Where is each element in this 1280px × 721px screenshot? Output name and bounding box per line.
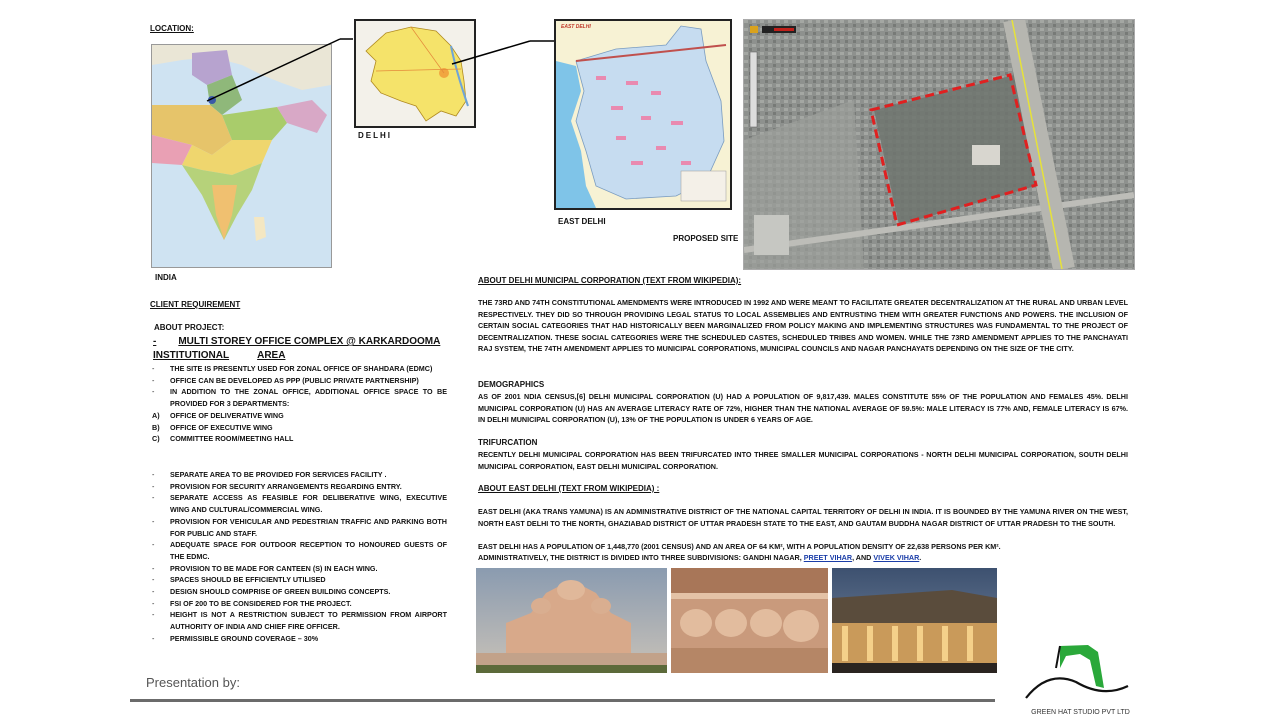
list-item: B) OFFICE OF EXECUTIVE WING — [152, 422, 273, 432]
callout-line-india-delhi — [205, 35, 355, 105]
mcd-heading: ABOUT DELHI MUNICIPAL CORPORATION (TEXT FROM WIKIPEDIA): — [478, 276, 742, 285]
east-delhi-para3 — [478, 552, 1128, 564]
list-item: - SEPARATE AREA TO BE PROVIDED FOR SERVICES FACILITY . — [152, 470, 387, 479]
project-title-line2b: AREA — [257, 350, 286, 361]
satellite-site-map — [743, 19, 1135, 270]
presentation-by-label: Presentation by: — [146, 675, 240, 690]
list-item: - ADEQUATE SPACE FOR OUTDOOR RECEPTION TO HONOURED GUESTS OF THE EDMC. — [152, 540, 447, 561]
east-delhi-map-title: EAST DELHI — [561, 24, 591, 30]
mcd-intro: THE 73RD AND 74TH CONSTITUTIONAL AMENDMENTS WERE INTRODUCED IN 1992 AND WERE MEANT TO FACILITATE GREATER DECENTRALIZATION AT THE RURAL AND URBAN LEVEL RESPECTIVELY. THEY DID SO THROUGH PROVIDING LEGAL STATUS TO LOCAL ASSEMBLIES AND ENTRUSTING THEM WITH GREATER FUNCTIONS AND POWERS. THE INCLUSION OF CERTAIN SOCIAL CATEGORIES THAT HAD HISTORICALLY BEEN MARGINALIZED FROM POLICY MAKING AND IMPLEMENTING STRUCTURES WAS FUNDAMENTAL TO THE PROJECT OF DECENTRALIZATION. THESE SOCIAL CATEGORIES WERE THE SCHEDULED CASTES, SCHEDULED TRIBES AND WOMEN. WHILE THE 73RD AMENDMENT APPLIES TO THE PANCHAYATI RAJ SYSTEM, THE 74TH AMENDMENT APPLIES TO MUNICIPAL CORPORATIONS, MUNICIPAL COUNCILS AND NAGAR PANCHAYATS DEPENDING ON THE SIZE OF THE CITY. — [478, 298, 1128, 354]
east-delhi-para3-prefix: ADMINISTRATIVELY, THE DISTRICT IS DIVIDED INTO THREE SUBDIVISIONS: GANDHI NAGAR, — [478, 553, 804, 562]
preet-vihar-link[interactable]: PREET VIHAR — [803, 553, 853, 562]
india-label: INDIA — [155, 273, 177, 282]
list-item: - PERMISSIBLE GROUND COVERAGE – 30% — [152, 633, 319, 643]
east-delhi-para1: EAST DELHI (AKA TRANS YAMUNA) IS AN ADMINISTRATIVE DISTRICT OF THE NATIONAL CAPITAL TERRITORY OF DELHI IN INDIA. IT IS BOUNDED BY THE YAMUNA RIVER ON THE WEST, NORTH EAST DELHI TO THE NORTH, GHAZIABAD DISTRICT OF UTTAR PRADESH STATE TO THE EAST, AND GAUTAM BUDDHA NAGAR DISTRICT OF UTTAR PRADESH TO THE SOUTH. — [478, 507, 1128, 528]
green-hat-logo-mark — [1018, 640, 1143, 702]
list-item: - PROVISION TO BE MADE FOR CANTEEN (S) IN EACH WING. — [152, 563, 378, 573]
list-item: A) OFFICE OF DELIVERATIVE WING — [152, 410, 284, 420]
project-title-line2a: INSTITUTIONAL — [153, 350, 230, 361]
east-delhi-heading: ABOUT EAST DELHI (TEXT FROM WIKIPEDIA) : — [478, 484, 660, 493]
demographics-text: AS OF 2001 NDIA CENSUS,[6] DELHI MUNICIPAL CORPORATION (U) HAD A POPULATION OF 9,817,439. MALES CONSTITUTE 55% OF THE POPULATION AND FEMALES 45%. DELHI MUNICIPAL CORPORATION (U) HAS AN AVERAGE LITERACY RATE OF 72%, HIGHER THAN THE NATIONAL AVERAGE OF 59.5%: MALE LITERACY IS 77% AND, FEMALE LITERACY IS 67%. IN DELHI MUNICIPAL CORPORATION (U), 13% OF THE POPULATION IS UNDER 6 YEARS OF AGE. — [478, 392, 1128, 425]
list-item: - PROVISION FOR VEHICULAR AND PEDESTRIAN TRAFFIC AND PARKING BOTH FOR PUBLIC AND STAFF. — [152, 516, 447, 538]
project-title-line1: MULTI STOREY OFFICE COMPLEX @ KARKARDOOMA — [178, 336, 441, 347]
delhi-label: DELHI — [358, 131, 392, 140]
list-item: - SEPARATE ACCESS AS FEASIBLE FOR DELIBERATIVE WING, EXECUTIVE WING AND CULTURAL/COMMERCIAL WING. — [152, 493, 447, 515]
demographics-heading: DEMOGRAPHICS — [478, 380, 545, 389]
photo-akshardham-temple — [476, 568, 667, 673]
location-heading: LOCATION: — [150, 24, 194, 33]
east-delhi-map — [554, 19, 732, 210]
callout-line-delhi-eastdelhi — [450, 38, 560, 68]
about-project-heading: ABOUT PROJECT: — [154, 323, 225, 332]
vivek-vihar-link[interactable]: VIVEK VIHAR — [873, 553, 920, 562]
east-delhi-label: EAST DELHI — [558, 217, 606, 226]
list-item: - PROVISION FOR SECURITY ARRANGEMENTS REGARDING ENTRY. — [152, 481, 402, 491]
list-item: - HEIGHT IS NOT A RESTRICTION SUBJECT TO PERMISSION FROM AIRPORT AUTHORITY OF INDIA AND CHIEF FIRE OFFICER. — [152, 610, 447, 632]
proposed-site-label: PROPOSED SITE — [673, 234, 739, 243]
delhi-map — [354, 19, 476, 128]
list-item: - SPACES SHOULD BE EFFICIENTLY UTILISED — [152, 575, 326, 585]
requirements-list-b — [152, 469, 447, 645]
green-hat-logo — [1018, 640, 1143, 720]
requirements-list-a — [152, 363, 447, 445]
list-item: C) COMMITTEE ROOM/MEETING HALL — [152, 434, 294, 444]
trifurcation-text: RECENTLY DELHI MUNICIPAL CORPORATION HAS BEEN TRIFURCATED INTO THREE SMALLER MUNICIPAL CORPORATIONS - NORTH DELHI MUNICIPAL CORPORATION, SOUTH DELHI MUNICIPAL CORPORATION, EAST DELHI MUNICIPAL CORPORATION. — [478, 450, 1128, 471]
list-item: - DESIGN SHOULD COMPRISE OF GREEN BUILDING CONCEPTS. — [152, 587, 391, 597]
project-title-dash: - — [153, 336, 157, 347]
list-item: - OFFICE CAN BE DEVELOPED AS PPP (PUBLIC PRIVATE PARTNERSHIP) — [152, 375, 419, 385]
company-name: GREEN HAT STUDIO PVT LTD — [1031, 709, 1130, 716]
list-item: - THE SITE IS PRESENTLY USED FOR ZONAL OFFICE OF SHAHDARA (EDMC) — [152, 364, 433, 373]
photo-lit-building — [832, 568, 997, 673]
trifurcation-heading: TRIFURCATION — [478, 438, 538, 447]
project-title — [153, 335, 448, 363]
east-delhi-para3-mid: , AND — [852, 553, 874, 562]
photo-elephant-carving — [671, 568, 828, 673]
east-delhi-para3-suffix: . — [919, 553, 922, 562]
list-item: - FSI OF 200 TO BE CONSIDERED FOR THE PROJECT. — [152, 598, 352, 608]
footer-divider — [130, 699, 995, 702]
client-requirement-heading: CLIENT REQUIREMENT — [150, 300, 241, 309]
list-item: - IN ADDITION TO THE ZONAL OFFICE, ADDITIONAL OFFICE SPACE TO BE PROVIDED FOR 3 DEPARTMENTS: — [152, 387, 447, 409]
east-delhi-para2: EAST DELHI HAS A POPULATION OF 1,448,770 (2001 CENSUS) AND AN AREA OF 64 KM², WITH A POPULATION DENSITY OF 22,638 PERSONS PER KM². — [478, 542, 1001, 551]
